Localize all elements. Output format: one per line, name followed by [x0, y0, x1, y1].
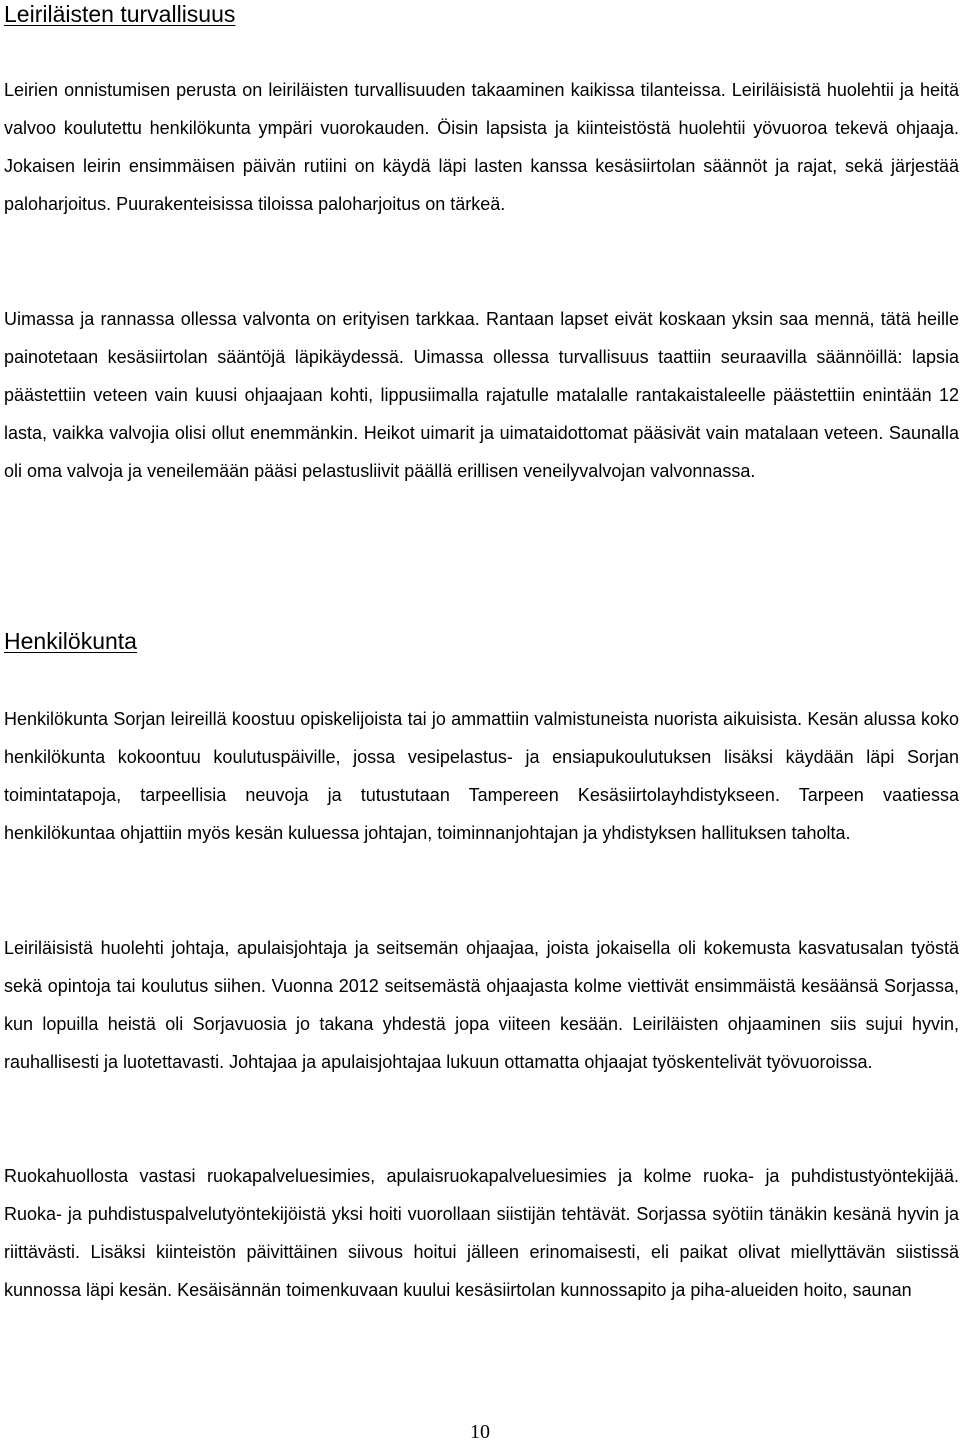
paragraph-staff-kitchen: Ruokahuollosta vastasi ruokapalveluesimies, apulaisruokapalveluesimies ja kolme ruoka- ja puhdistustyöntekijää. Ruoka- ja puhdistuspalvelutyöntekijöistä yksi hoiti vuorollaan siistijän tehtävät. Sorjassa syötiin tänäkin kesänä hyvin ja riittävästi. Lisäksi kiinteistön päivittäinen siivous hoitui jälleen erinomaisesti, eli paikat olivat miellyttävän siistissä kunnossa läpi kesän. Kesäisännän toimenkuvaan kuului kesäsiirtolan kunnossapito ja piha-alueiden hoito, saunan	[4, 1166, 959, 1300]
section-heading-staff: Henkilökunta	[4, 628, 137, 654]
section-heading-safety: Leiriläisten turvallisuus	[4, 1, 236, 27]
paragraph-staff-counselors: Leiriläisistä huolehti johtaja, apulaisjohtaja ja seitsemän ohjaajaa, joista jokaisella oli kokemusta kasvatusalan työstä sekä opintoja tai koulutus siihen. Vuonna 2012 seitsemästä ohjaajasta kolme viettivät ensimmäistä kesäänsä Sorjassa, kun lopuilla heistä oli Sorjavuosia jo takana yhdestä jopa viiteen kesään. Leiriläisten ohjaaminen siis sujui hyvin, rauhallisesti ja luotettavasti. Johtajaa ja apulaisjohtajaa lukuun ottamatta ohjaajat työskentelivät työvuoroissa.	[4, 938, 959, 1072]
page-number: 10	[470, 1421, 490, 1443]
paragraph-swimming-safety: Uimassa ja rannassa ollessa valvonta on erityisen tarkkaa. Rantaan lapset eivät koskaan yksin saa mennä, tätä heille painotetaan kesäsiirtolan sääntöjä läpikäydessä. Uimassa ollessa turvallisuus taattiin seuraavilla säännöillä: lapsia päästettiin veteen vain kuusi ohjaajaan kohti, lippusiimalla rajatulle matalalle rantakaistaleelle päästettiin enintään 12 lasta, vaikka valvojia olisi ollut enemmänkin. Heikot uimarit ja uimataidottomat pääsivät vain matalaan veteen. Saunalla oli oma valvoja ja veneilemään pääsi pelastusliivit päällä erillisen veneilyvalvojan valvonnassa.	[4, 309, 959, 481]
paragraph-safety-intro: Leirien onnistumisen perusta on leiriläisten turvallisuuden takaaminen kaikissa tilanteissa. Leiriläisistä huolehtii ja heitä valvoo koulutettu henkilökunta ympäri vuorokauden. Öisin lapsista ja kiinteistöstä huolehtii yövuoroa tekevä ohjaaja. Jokaisen leirin ensimmäisen päivän rutiini on käydä läpi lasten kanssa kesäsiirtolan säännöt ja rajat, sekä järjestää paloharjoitus. Puurakenteisissa tiloissa paloharjoitus on tärkeä.	[4, 80, 959, 214]
paragraph-staff-training: Henkilökunta Sorjan leireillä koostuu opiskelijoista tai jo ammattiin valmistuneista nuorista aikuisista. Kesän alussa koko henkilökunta kokoontuu koulutuspäiville, jossa vesipelastus- ja ensiapukoulutuksen lisäksi käydään läpi Sorjan toimintatapoja, tarpeellisia neuvoja ja tutustutaan Tampereen Kesäsiirtolayhdistykseen. Tarpeen vaatiessa henkilökuntaa ohjattiin myös kesän kuluessa johtajan, toiminnanjohtajan ja yhdistyksen hallituksen taholta.	[4, 709, 959, 843]
